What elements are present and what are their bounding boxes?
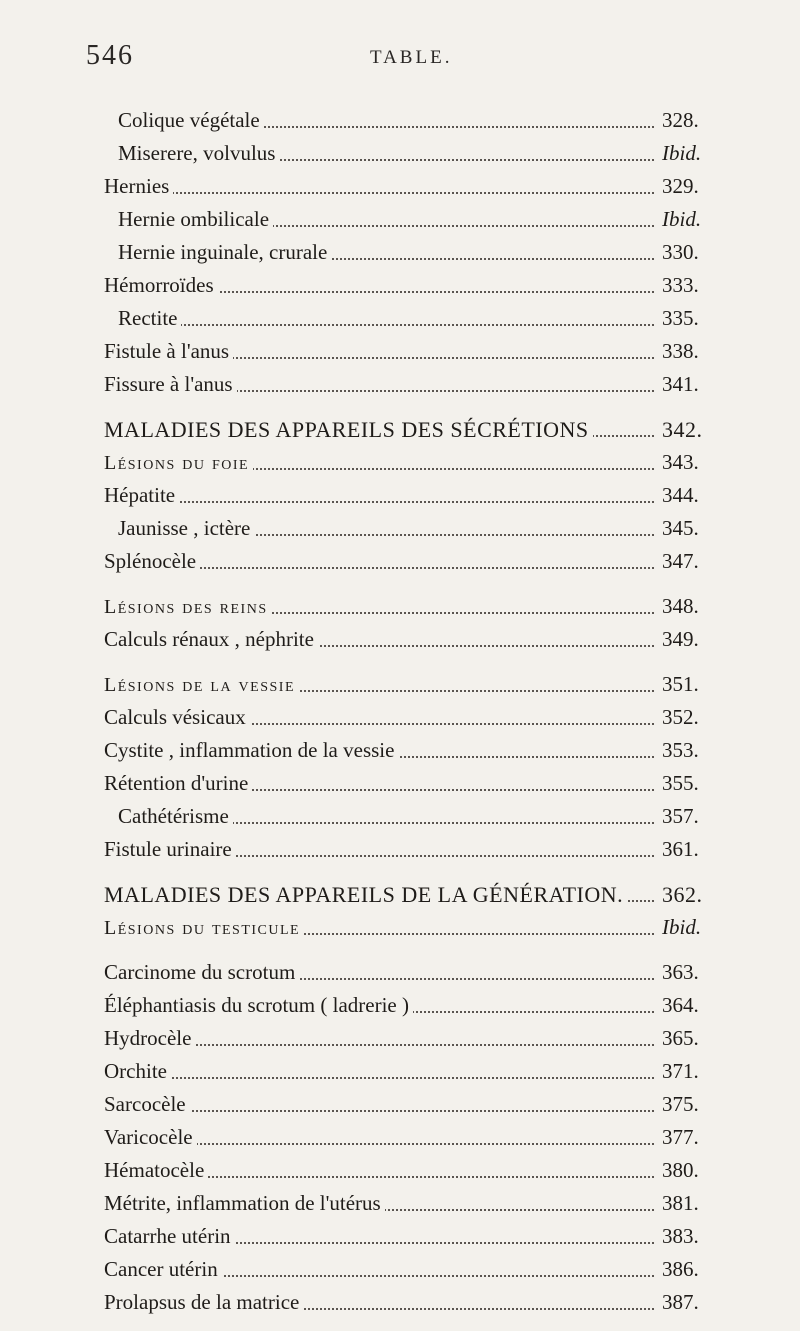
toc-entry-page: 355.: [656, 767, 714, 800]
toc-entry-label: Fissure à l'anus: [104, 372, 237, 396]
toc-entry-page: 345.: [656, 512, 714, 545]
toc-entry-label: Hépatite: [104, 483, 179, 507]
toc-entry-label: Varicocèle: [104, 1125, 197, 1149]
toc-entry-label: Lésions des reins: [104, 596, 272, 618]
toc-entry-page: 364.: [656, 989, 714, 1022]
toc-entry-label: Rectite: [118, 306, 181, 330]
toc-entry: [104, 956, 714, 989]
toc-entry: [104, 1022, 714, 1055]
dot-leader: [104, 1110, 714, 1112]
toc-entry-page: 341.: [656, 368, 714, 401]
toc-section-heading: [104, 413, 714, 446]
toc-entry-page: 362.: [656, 878, 714, 911]
toc-entry-label: Splénocèle: [104, 549, 200, 573]
toc-entry-page: 380.: [656, 1154, 714, 1187]
toc-entry: [104, 170, 714, 203]
toc-entry-label: Prolapsus de la matrice: [104, 1290, 303, 1314]
toc-entry: [104, 479, 714, 512]
toc-entry-page: Ibid.: [656, 203, 714, 236]
toc-entry: [104, 767, 714, 800]
running-title: TABLE.: [370, 47, 453, 68]
toc-entry: [104, 545, 714, 578]
toc-entry: [104, 734, 714, 767]
toc-entry-page: 361.: [656, 833, 714, 866]
toc-subheading: [104, 446, 714, 479]
dot-leader: [104, 1077, 714, 1079]
toc-entry-page: 386.: [656, 1253, 714, 1286]
toc-entry-page: 365.: [656, 1022, 714, 1055]
toc-entry: [104, 800, 714, 833]
toc-entry-page: 328.: [656, 104, 714, 137]
toc-entry-label: Miserere, volvulus: [118, 141, 279, 165]
toc-entry-page: 351.: [656, 668, 714, 701]
toc-entry-page: 387.: [656, 1286, 714, 1319]
toc-entry-label: Hernie ombilicale: [118, 207, 273, 231]
toc-entry-page: 348.: [656, 590, 714, 623]
toc-entry: [104, 1088, 714, 1121]
toc-subheading: [104, 668, 714, 701]
toc-entry-label: Jaunisse , ictère: [118, 516, 254, 540]
toc-entry: [104, 1187, 714, 1220]
toc-entry: [104, 1286, 714, 1319]
toc-entry-page: 349.: [656, 623, 714, 656]
toc-entry: [104, 1154, 714, 1187]
toc-entry: [104, 368, 714, 401]
toc-entry-label: Hydrocèle: [104, 1026, 195, 1050]
toc-entry: [104, 1220, 714, 1253]
toc-subheading: [104, 590, 714, 623]
toc-entry-page: 335.: [656, 302, 714, 335]
toc-entry-page: 329.: [656, 170, 714, 203]
toc-entry: [104, 137, 714, 170]
toc-entry-label: Calculs rénaux , néphrite: [104, 627, 318, 651]
toc-subheading: [104, 911, 714, 944]
toc-entry-page: 381.: [656, 1187, 714, 1220]
toc-entry-label: Éléphantiasis du scrotum ( ladrerie ): [104, 993, 413, 1017]
toc-entry-label: Hernie inguinale, crurale: [118, 240, 331, 264]
page-number: 546: [86, 40, 134, 71]
toc-entry-page: 347.: [656, 545, 714, 578]
toc-entry-label: Orchite: [104, 1059, 171, 1083]
table-of-contents: [104, 104, 714, 1319]
toc-entry: [104, 623, 714, 656]
toc-entry: [104, 1055, 714, 1088]
page-header: [0, 40, 800, 100]
toc-entry-label: Catarrhe utérin: [104, 1224, 235, 1248]
toc-entry-page: 371.: [656, 1055, 714, 1088]
toc-entry-page: 333.: [656, 269, 714, 302]
toc-entry: [104, 203, 714, 236]
toc-entry: [104, 335, 714, 368]
toc-entry-label: Hémorroïdes: [104, 273, 218, 297]
toc-entry-label: Colique végétale: [118, 108, 264, 132]
toc-entry-label: Cystite , inflammation de la vessie: [104, 738, 398, 762]
toc-entry-label: Lésions du testicule: [104, 917, 304, 939]
toc-entry-page: 352.: [656, 701, 714, 734]
toc-entry-page: 363.: [656, 956, 714, 989]
toc-entry: [104, 236, 714, 269]
dot-leader: [104, 324, 714, 326]
toc-entry-label: Fistule urinaire: [104, 837, 236, 861]
toc-entry-label: Fistule à l'anus: [104, 339, 233, 363]
toc-entry: [104, 104, 714, 137]
toc-entry-page: Ibid.: [656, 137, 714, 170]
toc-entry: [104, 302, 714, 335]
toc-entry-label: MALADIES DES APPAREILS DES SÉCRÉTIONS: [104, 417, 593, 442]
toc-entry-page: 343.: [656, 446, 714, 479]
toc-entry-label: Métrite, inflammation de l'utérus: [104, 1191, 385, 1215]
toc-entry: [104, 1121, 714, 1154]
toc-entry-label: Calculs vésicaux: [104, 705, 250, 729]
toc-entry-label: Lésions du foie: [104, 452, 253, 474]
dot-leader: [104, 501, 714, 503]
toc-entry-label: MALADIES DES APPAREILS DE LA GÉNÉRATION.: [104, 882, 627, 907]
toc-entry-label: Lésions de la vessie: [104, 674, 299, 696]
toc-entry-page: 344.: [656, 479, 714, 512]
toc-entry-label: Cancer utérin: [104, 1257, 222, 1281]
toc-entry-page: Ibid.: [656, 911, 714, 944]
dot-leader: [104, 1044, 714, 1046]
dot-leader: [104, 192, 714, 194]
toc-entry: [104, 269, 714, 302]
toc-entry-page: 353.: [656, 734, 714, 767]
toc-entry: [104, 512, 714, 545]
toc-entry-page: 338.: [656, 335, 714, 368]
toc-entry-page: 375.: [656, 1088, 714, 1121]
toc-entry-label: Cathétérisme: [118, 804, 233, 828]
toc-entry: [104, 1253, 714, 1286]
toc-entry-page: 342.: [656, 413, 714, 446]
toc-entry-label: Carcinome du scrotum: [104, 960, 299, 984]
toc-entry-page: 377.: [656, 1121, 714, 1154]
toc-entry-page: 330.: [656, 236, 714, 269]
toc-entry: [104, 989, 714, 1022]
toc-section-heading: [104, 878, 714, 911]
toc-entry: [104, 701, 714, 734]
toc-entry-page: 383.: [656, 1220, 714, 1253]
toc-entry-label: Rétention d'urine: [104, 771, 252, 795]
toc-entry-label: Sarcocèle: [104, 1092, 190, 1116]
toc-entry: [104, 833, 714, 866]
toc-entry-page: 357.: [656, 800, 714, 833]
toc-entry-label: Hernies: [104, 174, 173, 198]
toc-entry-label: Hématocèle: [104, 1158, 208, 1182]
